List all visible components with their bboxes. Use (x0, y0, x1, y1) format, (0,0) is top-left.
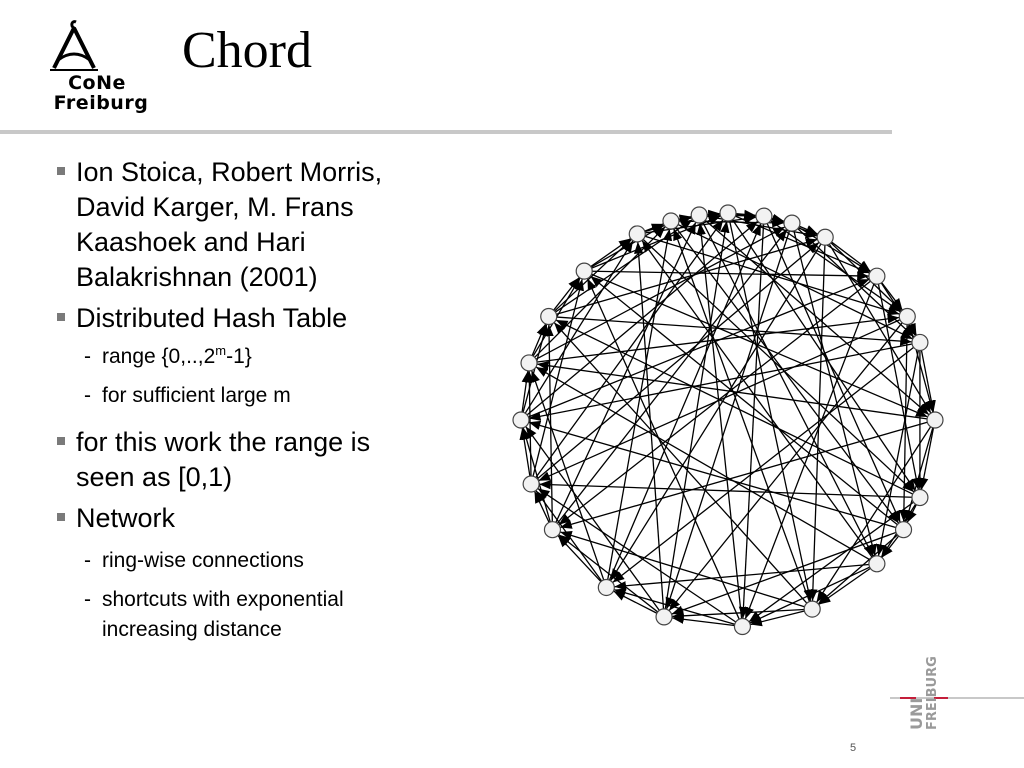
subbullet-ring (56, 546, 436, 576)
bullet-square-icon (57, 313, 65, 321)
subbullet-text: for sufficient large m (102, 384, 291, 407)
graph-node-5 (899, 309, 915, 325)
graph-node-21 (629, 226, 645, 242)
bullet-range-note (56, 425, 436, 495)
subbullet-text-end: -1} (226, 345, 252, 368)
bullet-square-icon (57, 167, 65, 175)
graph-edge-59 (674, 229, 810, 602)
graph-node-2 (784, 215, 800, 231)
bullet-text: for this work the range is seen as [0,1) (76, 427, 371, 492)
dash-marker: - (84, 345, 91, 368)
graph-edge-37 (817, 427, 931, 603)
graph-edge-80 (522, 428, 530, 476)
graph-edge-57 (560, 532, 804, 607)
subbullet-range (56, 342, 436, 372)
graph-node-9 (896, 522, 912, 538)
bullet-square-icon (57, 437, 65, 445)
graph-edge-30 (921, 350, 933, 412)
graph-edge-55 (750, 611, 804, 625)
bullet-text: Distributed Hash Table (76, 303, 348, 333)
graph-edge-83 (536, 219, 723, 477)
freiburg-text: FREIBURG (925, 656, 940, 730)
graph-edge-48 (529, 422, 896, 527)
graph-node-23 (691, 207, 707, 223)
graph-edge-13 (794, 231, 875, 556)
bullet-dht (56, 301, 436, 336)
graph-node-10 (869, 556, 885, 572)
graph-node-13 (656, 609, 672, 625)
graph-node-7 (927, 412, 943, 428)
graph-node-19 (541, 309, 557, 325)
graph-node-4 (869, 268, 885, 284)
graph-edge-75 (535, 491, 550, 522)
logo-line-cone: CoNe (68, 72, 126, 94)
graph-edge-42 (749, 502, 914, 622)
subbullet-shortcuts (56, 585, 436, 645)
graph-node-6 (912, 334, 928, 350)
header-divider (0, 130, 892, 134)
graph-node-1 (756, 208, 772, 224)
graph-node-16 (523, 476, 539, 492)
uni-freiburg-logo (890, 648, 1024, 734)
superscript-m: m (215, 343, 227, 358)
graph-node-18 (521, 355, 537, 371)
dash-marker: - (84, 549, 91, 572)
subbullet-large-m (56, 381, 436, 411)
bullet-authors (56, 155, 436, 295)
subbullet-text: ring-wise connections (102, 549, 304, 572)
bullet-network (56, 501, 436, 536)
graph-edge-9 (743, 224, 764, 618)
dash-marker: - (84, 588, 91, 611)
logo-line-freiburg: Freiburg (53, 92, 149, 114)
graph-node-0 (720, 205, 736, 221)
page-number: 5 (850, 742, 857, 754)
subbullet-text: shortcuts with exponential increasing distance (102, 588, 344, 641)
graph-edge-61 (614, 590, 735, 625)
graph-node-11 (804, 601, 820, 617)
bullet-square-icon (57, 513, 65, 521)
graph-edge-46 (818, 535, 897, 604)
bullet-text: Ion Stoica, Robert Morris, David Karger, M. Frans Kaashoek and Hari Balakrishnan (2001) (76, 157, 383, 292)
slide-content (56, 155, 436, 654)
graph-node-12 (734, 618, 750, 634)
graph-edge-115 (707, 214, 720, 215)
graph-edge-62 (538, 488, 736, 622)
graph-node-22 (663, 213, 679, 229)
graph-edge-52 (614, 564, 869, 586)
chord-ring-graph (500, 195, 960, 645)
graph-node-15 (544, 522, 560, 538)
graph-edge-100 (591, 239, 631, 267)
graph-node-17 (513, 412, 529, 428)
slide-title: Chord (182, 22, 312, 79)
graph-node-3 (817, 229, 833, 245)
graph-node-14 (598, 579, 614, 595)
cone-freiburg-logo (46, 18, 156, 118)
tower-icon (46, 18, 156, 74)
bullet-text: Network (76, 503, 176, 533)
graph-edge-68 (638, 242, 664, 609)
subbullet-text-start: range {0,..,2 (102, 345, 216, 368)
graph-edge-36 (906, 428, 933, 522)
graph-edge-16 (831, 243, 902, 311)
dash-marker: - (84, 384, 91, 407)
uni-text: UNI (907, 697, 926, 730)
graph-node-8 (912, 490, 928, 506)
graph-node-20 (576, 263, 592, 279)
graph-edge-73 (608, 229, 670, 580)
graph-edge-54 (642, 240, 872, 557)
